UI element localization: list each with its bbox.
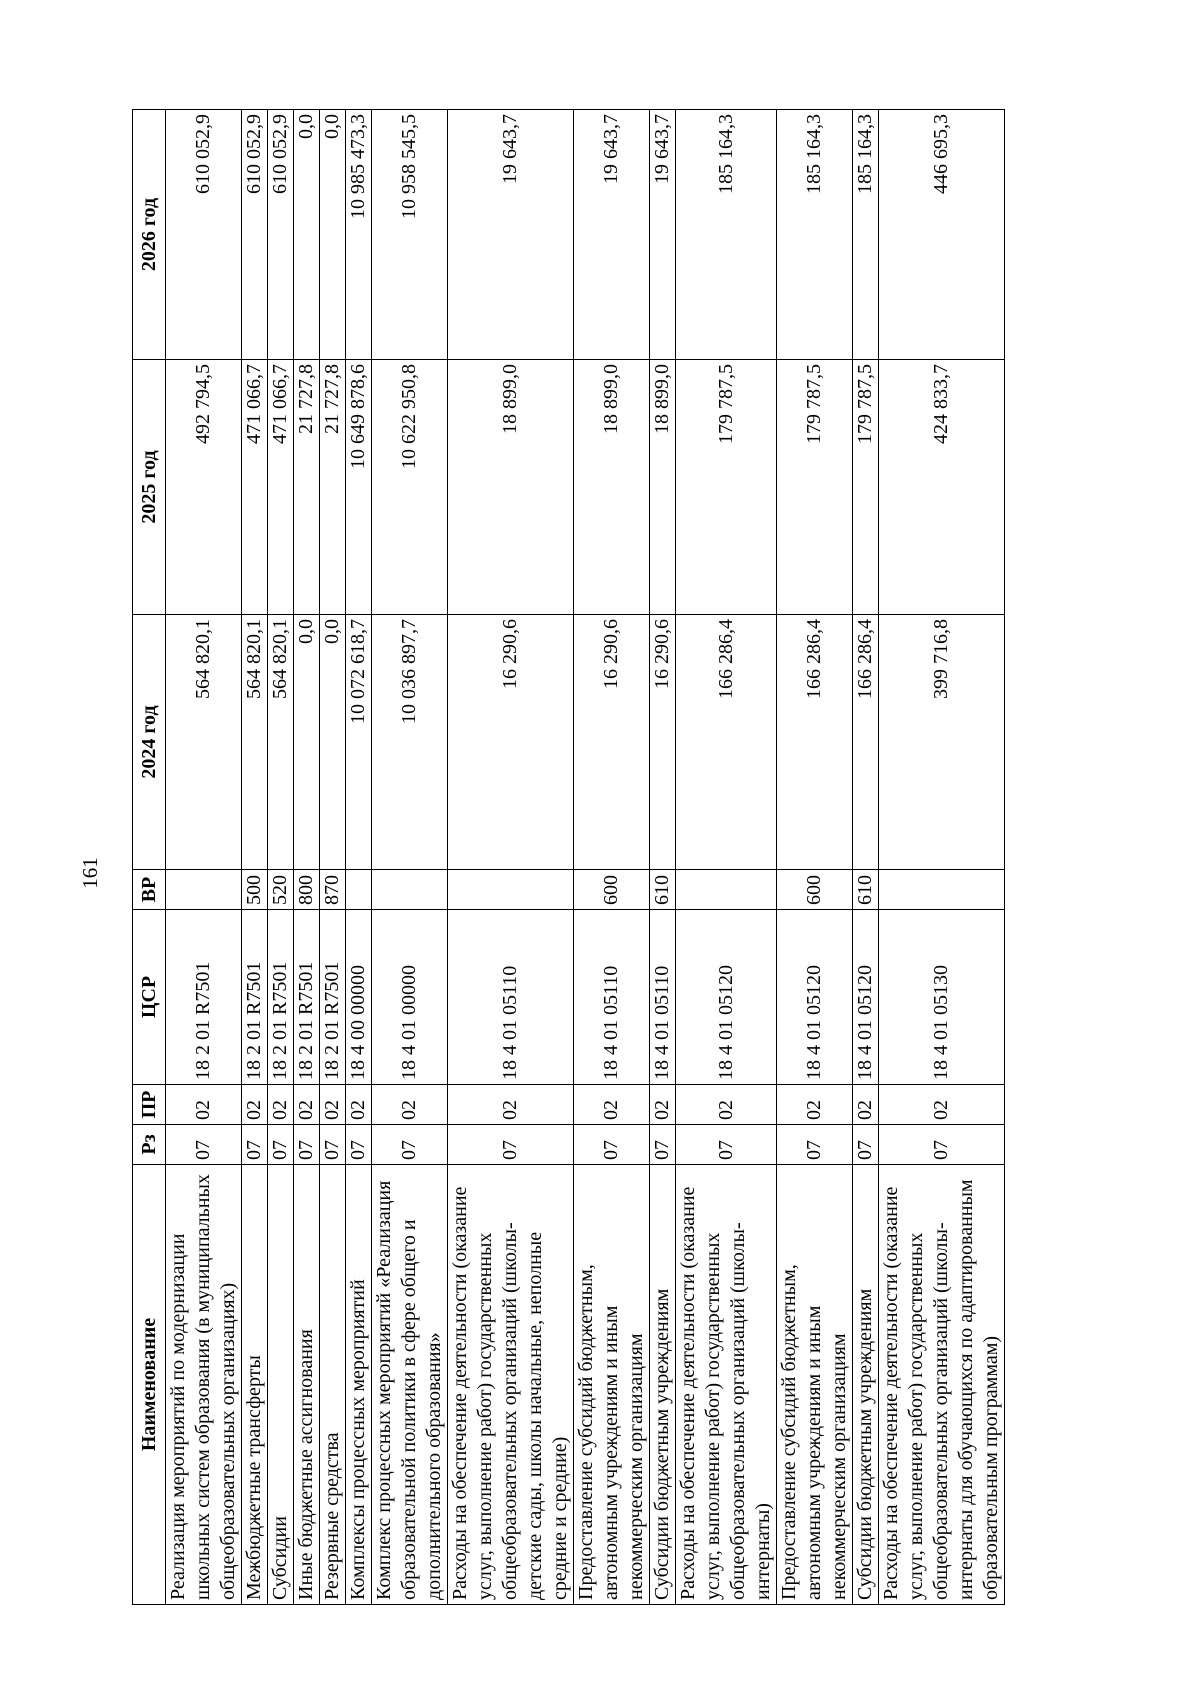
cell-name: Предоставление субсидий бюджетным, автономным учреждениям и иным некоммерческим организациям [574, 1165, 650, 1605]
cell-vr: 520 [268, 870, 294, 910]
cell-rz: 07 [650, 1125, 676, 1165]
cell-vr [448, 870, 574, 910]
cell-rz: 07 [879, 1125, 1005, 1165]
table-row [879, 110, 1005, 1605]
cell-2024: 564 820,1 [268, 615, 294, 870]
budget-table [132, 109, 1005, 1605]
cell-2024: 16 290,6 [574, 615, 650, 870]
cell-2024: 166 286,4 [853, 615, 879, 870]
cell-name: Расходы на обеспечение деятельности (оказание услуг, выполнение работ) государственных общеобразовательных организаций (школы-интернаты) [676, 1165, 777, 1605]
cell-rz: 07 [294, 1125, 320, 1165]
cell-2025: 424 833,7 [879, 360, 1005, 615]
cell-name: Субсидии бюджетным учреждениям [853, 1165, 879, 1605]
table-row [294, 110, 320, 1605]
cell-2025: 179 787,5 [853, 360, 879, 615]
cell-2026: 610 052,9 [166, 110, 242, 360]
cell-csr: 18 4 01 05130 [879, 910, 1005, 1085]
cell-rz: 07 [574, 1125, 650, 1165]
table-row [372, 110, 448, 1605]
cell-pr: 02 [650, 1085, 676, 1125]
cell-rz: 07 [676, 1125, 777, 1165]
cell-2026: 19 643,7 [650, 110, 676, 360]
cell-rz: 07 [268, 1125, 294, 1165]
cell-vr [372, 870, 448, 910]
cell-2024: 10 072 618,7 [346, 615, 372, 870]
cell-rz: 07 [448, 1125, 574, 1165]
cell-name: Реализация мероприятий по модернизации школьных систем образования (в муниципальных общеобразовательных организациях) [166, 1165, 242, 1605]
cell-2025: 179 787,5 [777, 360, 853, 615]
cell-2024: 166 286,4 [676, 615, 777, 870]
cell-csr: 18 4 01 05120 [853, 910, 879, 1085]
cell-rz: 07 [242, 1125, 268, 1165]
cell-pr: 02 [448, 1085, 574, 1125]
cell-csr: 18 4 01 05110 [650, 910, 676, 1085]
cell-rz: 07 [853, 1125, 879, 1165]
table-header-row [133, 110, 166, 1605]
cell-vr: 610 [853, 870, 879, 910]
cell-2025: 21 727,8 [294, 360, 320, 615]
cell-2024: 16 290,6 [650, 615, 676, 870]
cell-vr: 600 [777, 870, 853, 910]
table-row [777, 110, 853, 1605]
cell-name: Предоставление субсидий бюджетным, автономным учреждениям и иным некоммерческим организациям [777, 1165, 853, 1605]
header-csr: ЦСР [133, 910, 166, 1085]
cell-csr: 18 4 01 00000 [372, 910, 448, 1085]
cell-pr: 02 [166, 1085, 242, 1125]
cell-2026: 19 643,7 [574, 110, 650, 360]
table-row [166, 110, 242, 1605]
cell-2025: 471 066,7 [242, 360, 268, 615]
cell-vr: 600 [574, 870, 650, 910]
cell-2025: 10 649 878,6 [346, 360, 372, 615]
cell-2026: 610 052,9 [268, 110, 294, 360]
cell-vr: 500 [242, 870, 268, 910]
table-row [574, 110, 650, 1605]
table-row [650, 110, 676, 1605]
cell-name: Межбюджетные трансферты [242, 1165, 268, 1605]
cell-pr: 02 [242, 1085, 268, 1125]
cell-name: Комплекс процессных мероприятий «Реализация образовательной политики в сфере общего и дополнительного образования» [372, 1165, 448, 1605]
cell-name: Комплексы процессных мероприятий [346, 1165, 372, 1605]
cell-2025: 18 899,0 [650, 360, 676, 615]
cell-name: Расходы на обеспечение деятельности (оказание услуг, выполнение работ) государственных общеобразовательных организаций (школы-детские сады, школы начальные, неполные средние и средние) [448, 1165, 574, 1605]
cell-2025: 18 899,0 [574, 360, 650, 615]
cell-2026: 10 958 545,5 [372, 110, 448, 360]
cell-2026: 0,0 [320, 110, 346, 360]
table-row [242, 110, 268, 1605]
cell-csr: 18 2 01 R7501 [166, 910, 242, 1085]
table-row [676, 110, 777, 1605]
cell-pr: 02 [320, 1085, 346, 1125]
cell-2025: 21 727,8 [320, 360, 346, 615]
header-2026: 2026 год [133, 110, 166, 360]
cell-csr: 18 2 01 R7501 [268, 910, 294, 1085]
cell-2025: 492 794,5 [166, 360, 242, 615]
cell-name: Субсидии [268, 1165, 294, 1605]
cell-2026: 610 052,9 [242, 110, 268, 360]
cell-name: Расходы на обеспечение деятельности (оказание услуг, выполнение работ) государственных общеобразовательных организаций (школы-интернаты для обучающихся по адаптированным образовательным программам) [879, 1165, 1005, 1605]
cell-rz: 07 [166, 1125, 242, 1165]
cell-csr: 18 2 01 R7501 [320, 910, 346, 1085]
cell-2026: 185 164,3 [676, 110, 777, 360]
cell-name: Резервные средства [320, 1165, 346, 1605]
cell-csr: 18 4 01 05110 [574, 910, 650, 1085]
cell-vr: 870 [320, 870, 346, 910]
cell-csr: 18 2 01 R7501 [294, 910, 320, 1085]
table-row [346, 110, 372, 1605]
cell-2025: 10 622 950,8 [372, 360, 448, 615]
cell-2025: 179 787,5 [676, 360, 777, 615]
cell-csr: 18 4 01 05110 [448, 910, 574, 1085]
cell-2024: 564 820,1 [242, 615, 268, 870]
cell-pr: 02 [268, 1085, 294, 1125]
cell-pr: 02 [879, 1085, 1005, 1125]
cell-2024: 16 290,6 [448, 615, 574, 870]
cell-vr: 800 [294, 870, 320, 910]
cell-2026: 446 695,3 [879, 110, 1005, 360]
header-rz: Рз [133, 1125, 166, 1165]
cell-pr: 02 [346, 1085, 372, 1125]
cell-vr [879, 870, 1005, 910]
page-number: 161 [78, 857, 102, 889]
cell-2025: 18 899,0 [448, 360, 574, 615]
cell-pr: 02 [853, 1085, 879, 1125]
header-2025: 2025 год [133, 360, 166, 615]
rotated-table-container [132, 110, 1002, 1605]
cell-rz: 07 [320, 1125, 346, 1165]
cell-name: Субсидии бюджетным учреждениям [650, 1165, 676, 1605]
cell-rz: 07 [346, 1125, 372, 1165]
cell-2024: 0,0 [294, 615, 320, 870]
cell-pr: 02 [294, 1085, 320, 1125]
table-row [853, 110, 879, 1605]
cell-2026: 0,0 [294, 110, 320, 360]
table-row [320, 110, 346, 1605]
cell-2024: 564 820,1 [166, 615, 242, 870]
cell-csr: 18 4 01 05120 [676, 910, 777, 1085]
cell-pr: 02 [372, 1085, 448, 1125]
header-vr: ВР [133, 870, 166, 910]
cell-2026: 19 643,7 [448, 110, 574, 360]
cell-pr: 02 [574, 1085, 650, 1125]
cell-name: Иные бюджетные ассигнования [294, 1165, 320, 1605]
cell-rz: 07 [777, 1125, 853, 1165]
cell-csr: 18 4 01 05120 [777, 910, 853, 1085]
header-name: Наименование [133, 1165, 166, 1605]
table-row [448, 110, 574, 1605]
header-pr: ПР [133, 1085, 166, 1125]
cell-2026: 185 164,3 [777, 110, 853, 360]
table-row [268, 110, 294, 1605]
cell-2026: 10 985 473,3 [346, 110, 372, 360]
cell-rz: 07 [372, 1125, 448, 1165]
cell-vr [676, 870, 777, 910]
cell-pr: 02 [676, 1085, 777, 1125]
cell-vr: 610 [650, 870, 676, 910]
cell-vr [166, 870, 242, 910]
header-2024: 2024 год [133, 615, 166, 870]
cell-2024: 10 036 897,7 [372, 615, 448, 870]
cell-2025: 471 066,7 [268, 360, 294, 615]
cell-vr [346, 870, 372, 910]
cell-csr: 18 2 01 R7501 [242, 910, 268, 1085]
cell-csr: 18 4 00 00000 [346, 910, 372, 1085]
cell-2024: 166 286,4 [777, 615, 853, 870]
cell-2026: 185 164,3 [853, 110, 879, 360]
cell-pr: 02 [777, 1085, 853, 1125]
cell-2024: 399 716,8 [879, 615, 1005, 870]
cell-2024: 0,0 [320, 615, 346, 870]
